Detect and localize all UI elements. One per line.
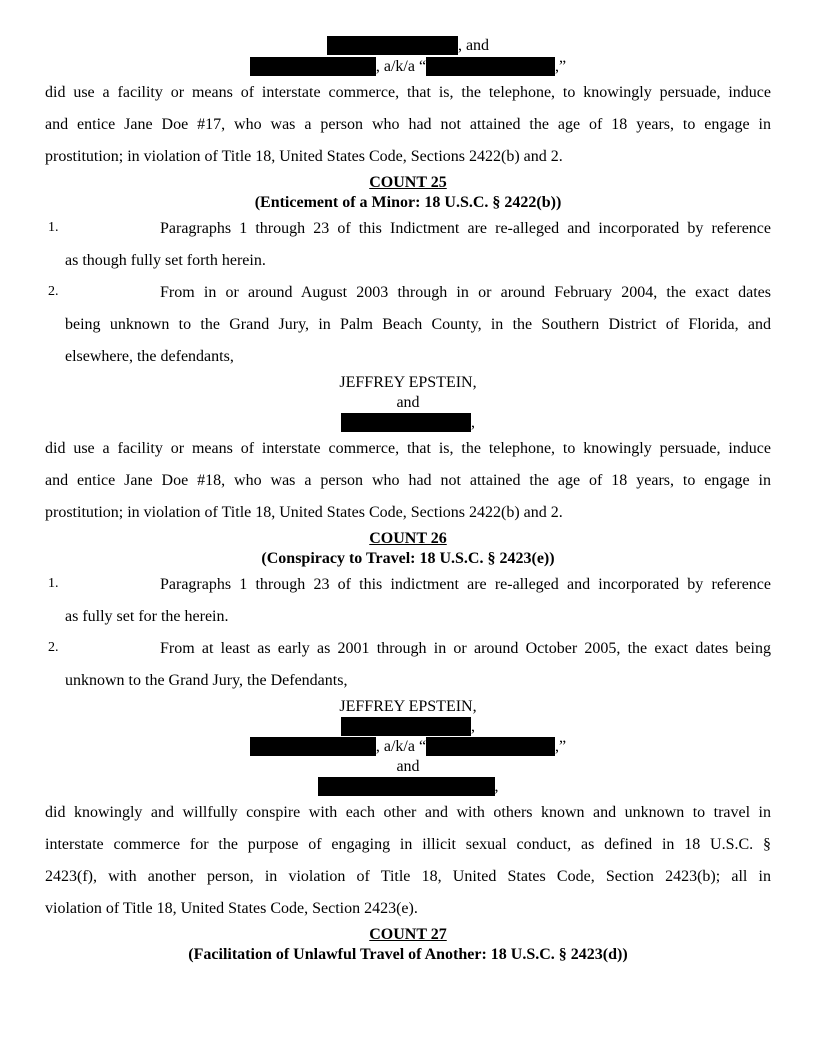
defendant-name: JEFFREY EPSTEIN,	[339, 374, 477, 391]
body-line: violation of Title 18, United States Code, Section 2423(e).	[45, 900, 418, 917]
body-line: prostitution; in violation of Title 18, United States Code, Sections 2422(b) and 2.	[45, 504, 563, 521]
redaction-bar	[250, 57, 376, 76]
body-line: 2423(f), with another person, in violation of Title 18, United States Code, Section 2423(b); all in	[45, 868, 771, 885]
count-25-title: COUNT 25	[369, 174, 447, 191]
redaction-bar	[327, 36, 458, 55]
defendant-name: JEFFREY EPSTEIN,	[339, 698, 477, 715]
body-line: did use a facility or means of interstate commerce, that is, the telephone, to knowingly persuade, induce	[45, 84, 771, 101]
paragraph-line: unknown to the Grand Jury, the Defendants,	[65, 672, 348, 689]
count-27-subtitle: (Facilitation of Unlawful Travel of Another: 18 U.S.C. § 2423(d))	[188, 946, 628, 963]
and-connector: and	[396, 758, 420, 775]
paragraph-line: elsewhere, the defendants,	[65, 348, 234, 365]
redacted-aka-line: , a/k/a “ ,”	[45, 57, 771, 77]
redaction-bar	[250, 737, 376, 756]
redaction-bar	[341, 413, 471, 432]
paragraph-number: 1.	[48, 576, 59, 591]
paragraph-number: 1.	[48, 220, 59, 235]
paragraph-line: as fully set for the herein.	[65, 608, 229, 625]
redaction-bar	[426, 737, 555, 756]
redacted-defendant-line: ,	[45, 413, 771, 433]
body-line: did knowingly and willfully conspire with each other and with others known and unknown to travel in	[45, 804, 771, 821]
paragraph-line: Paragraphs 1 through 23 of this indictment are re-alleged and incorporated by reference	[160, 576, 771, 593]
body-line: prostitution; in violation of Title 18, United States Code, Sections 2422(b) and 2.	[45, 148, 563, 165]
redacted-name-line: , and	[45, 36, 771, 56]
redaction-bar	[318, 777, 495, 796]
paragraph-number: 2.	[48, 284, 59, 299]
count-27-title: COUNT 27	[369, 926, 447, 943]
paragraph-line: Paragraphs 1 through 23 of this Indictment are re-alleged and incorporated by reference	[160, 220, 771, 237]
body-line: interstate commerce for the purpose of engaging in illicit sexual conduct, as defined in 18 U.S.C. §	[45, 836, 771, 853]
paragraph-line: as though fully set forth herein.	[65, 252, 266, 269]
redaction-bar	[341, 717, 471, 736]
redaction-bar	[426, 57, 555, 76]
and-connector: and	[396, 394, 420, 411]
paragraph-line: From at least as early as 2001 through in or around October 2005, the exact dates being	[160, 640, 771, 657]
count-25-subtitle: (Enticement of a Minor: 18 U.S.C. § 2422(b))	[254, 194, 562, 211]
paragraph-line: being unknown to the Grand Jury, in Palm Beach County, in the Southern District of Florida, and	[65, 316, 771, 333]
redacted-aka-line: , a/k/a “ ,”	[45, 737, 771, 757]
paragraph-line: From in or around August 2003 through in or around February 2004, the exact dates	[160, 284, 771, 301]
count-26-subtitle: (Conspiracy to Travel: 18 U.S.C. § 2423(e))	[261, 550, 555, 567]
redacted-defendant-line: ,	[45, 717, 771, 737]
count-26-title: COUNT 26	[369, 530, 447, 547]
paragraph-number: 2.	[48, 640, 59, 655]
body-line: and entice Jane Doe #17, who was a person who had not attained the age of 18 years, to engage in	[45, 116, 771, 133]
body-line: and entice Jane Doe #18, who was a person who had not attained the age of 18 years, to engage in	[45, 472, 771, 489]
body-line: did use a facility or means of interstate commerce, that is, the telephone, to knowingly persuade, induce	[45, 440, 771, 457]
redacted-defendant-line: ,	[45, 777, 771, 797]
